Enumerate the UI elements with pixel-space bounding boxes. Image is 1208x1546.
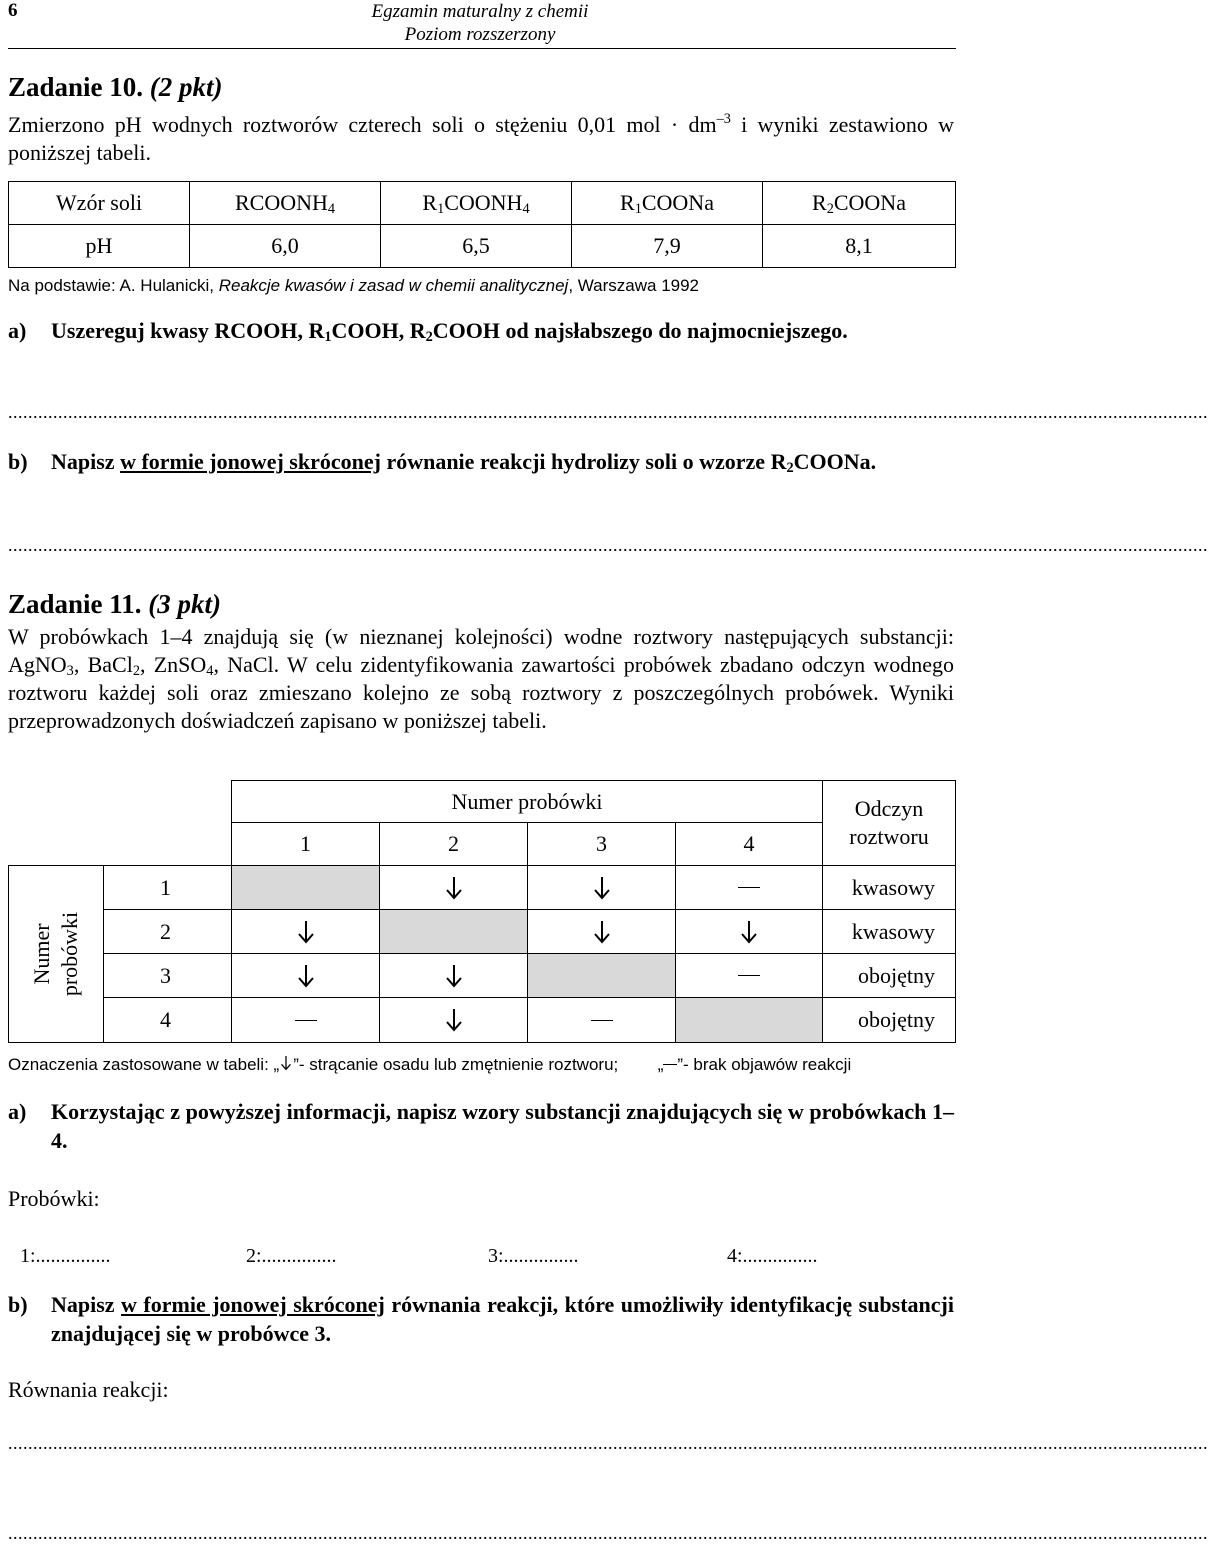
answer-line[interactable]: ................................................................................................................................................................................................................................................ (8, 1433, 1208, 1453)
precipitate-cell (527, 865, 676, 910)
task10-question-a (8, 316, 954, 346)
question-text: Napisz w formie jonowej skróconej równanie reakcji hydrolizy soli o wzorze $R_2COONa$. (51, 449, 877, 476)
task11-points: (3 pkt) (148, 589, 222, 619)
odczyn-cell: obojętny (822, 997, 956, 1043)
task10-intro-text-2: i wyniki zestawiono w poniższej tabeli. (8, 112, 954, 165)
diagonal-cell (527, 953, 676, 998)
answer-line[interactable]: ................................................................................................................................................................................................................................................ (8, 402, 1208, 422)
task10-question-b (8, 447, 954, 477)
row-number: 3 (103, 953, 232, 998)
dash-icon (295, 1020, 317, 1021)
page-header (0, 0, 960, 46)
salt-row (9, 182, 956, 225)
question-text: Uszereguj kwasy RCOOH, $R_1COOH$, $R_2COOH$ od najsłabszego do najmocniejszego. (51, 318, 848, 345)
down-arrow-icon (591, 919, 613, 945)
task10-intro-text: Zmierzono pH wodnych roztworów czterech soli o stężeniu 0,01 mol · dm (8, 112, 717, 137)
odczyn-header: Odczyn roztworu (822, 780, 956, 866)
no-reaction-cell (527, 997, 676, 1043)
page-number: 6 (8, 0, 18, 21)
row-number: 1 (103, 865, 232, 910)
salt-cell: $R_1COONH_4$ (381, 182, 572, 225)
table-legend: Oznaczenia zastosowane w tabeli: „ ”- strącanie osadu lub zmętnienie roztworu; „ ”- brak objawów reakcji (8, 1055, 852, 1074)
row-number: 4 (103, 997, 232, 1043)
odczyn-cell: kwasowy (822, 909, 956, 954)
dash-icon (663, 1064, 677, 1065)
question-text: Napisz w formie jonowej skróconej równania reakcji, które umożliwiły identyfikację substancji znajdującej się w probówce 3. (51, 1292, 954, 1346)
task11-title-text: Zadanie 11. (8, 589, 142, 619)
precipitate-cell (231, 909, 380, 954)
rownania-label: Równania reakcji: (8, 1377, 169, 1402)
odczyn-cell: kwasowy (822, 865, 956, 910)
precipitate-cell (379, 865, 528, 910)
question-label: a) (8, 1099, 27, 1124)
no-reaction-cell (231, 997, 380, 1043)
task10-points: (2 pkt) (149, 72, 223, 102)
task11-question-b (8, 1290, 954, 1350)
down-arrow-icon (443, 963, 465, 989)
no-reaction-cell (675, 953, 823, 998)
row-number: 2 (103, 909, 232, 954)
ph-table (8, 181, 956, 268)
row-group-header: Numer probówki (8, 865, 104, 1043)
salt-row-header: Wzór soli (9, 182, 190, 225)
diagonal-cell (231, 865, 380, 910)
column-number: 4 (675, 822, 823, 866)
answer-slot-4[interactable]: 4:............... (727, 1245, 818, 1267)
ph-row (9, 225, 956, 268)
answer-line[interactable]: ................................................................................................................................................................................................................................................ (8, 535, 1208, 555)
probowki-label: Probówki: (8, 1186, 100, 1211)
ph-row-header: pH (9, 225, 190, 268)
exam-title: Egzamin maturalny z chemii (371, 1, 589, 22)
answer-slot-2[interactable]: 2:............... (246, 1245, 337, 1267)
table-source: Na podstawie: A. Hulanicki, Reakcje kwasów i zasad w chemii analitycznej, Warszawa 1992 (8, 276, 700, 295)
down-arrow-icon (443, 1007, 465, 1033)
down-arrow-icon (591, 875, 613, 901)
question-label: b) (8, 1292, 28, 1317)
diagonal-cell (675, 997, 823, 1043)
down-arrow-icon (279, 1054, 293, 1072)
precipitate-cell (231, 953, 380, 998)
question-text: Korzystając z powyższej informacji, napisz wzory substancji znajdujących się w probówkach 1–4. (51, 1099, 954, 1153)
header-divider (8, 48, 956, 49)
diagonal-cell (379, 909, 528, 954)
precipitate-cell (527, 909, 676, 954)
question-label: b) (8, 449, 28, 474)
ph-value: 7,9 (572, 225, 763, 268)
dash-icon (591, 1020, 613, 1021)
answer-slot-3[interactable]: 3:............... (488, 1245, 579, 1267)
task11-intro: W probówkach 1–4 znajdują się (w nieznanej kolejności) wodne roztwory następujących substancji: AgNO$_3$, BaCl$_2$, ZnSO$_4$, NaCl. W celu zidentyfikowania zawartości probówek zbadano odczyn wodnego roztworu każdej soli oraz zmieszano kolejno ze sobą roztwory z poszczególnych probówek. Wyniki przeprowadzonych doświadczeń zapisano w poniższej tabeli. (8, 624, 955, 733)
exam-level: Poziom rozszerzony (404, 24, 556, 45)
task11-title (8, 589, 221, 620)
answer-line[interactable]: ................................................................................................................................................................................................................................................ (8, 1523, 1208, 1543)
down-arrow-icon (443, 875, 465, 901)
dash-icon (738, 975, 760, 976)
down-arrow-icon (295, 963, 317, 989)
down-arrow-icon (295, 919, 317, 945)
salt-cell: $R_1COONa$ (572, 182, 763, 225)
no-reaction-cell (675, 865, 823, 910)
dash-icon (738, 887, 760, 888)
ph-value: 6,0 (190, 225, 381, 268)
precipitate-cell (379, 997, 528, 1043)
down-arrow-icon (738, 919, 760, 945)
task11-question-a (8, 1097, 954, 1157)
column-number: 3 (527, 822, 676, 866)
task10-intro-exponent: –3 (716, 111, 731, 127)
salt-cell: $RCOONH_4$ (190, 182, 381, 225)
column-number: 1 (231, 822, 380, 866)
question-label: a) (8, 318, 27, 343)
ph-value: 8,1 (763, 225, 956, 268)
column-number: 2 (379, 822, 528, 866)
precipitate-cell (379, 953, 528, 998)
task10-title-text: Zadanie 10. (8, 72, 144, 102)
precipitate-cell (675, 909, 823, 954)
odczyn-cell: obojętny (822, 953, 956, 998)
ph-value: 6,5 (381, 225, 572, 268)
answer-slot-1[interactable]: 1:............... (20, 1245, 111, 1267)
column-group-header: Numer probówki (231, 780, 823, 823)
task10-intro (8, 111, 954, 167)
task10-title (8, 72, 223, 103)
salt-cell: $R_2COONa$ (763, 182, 956, 225)
